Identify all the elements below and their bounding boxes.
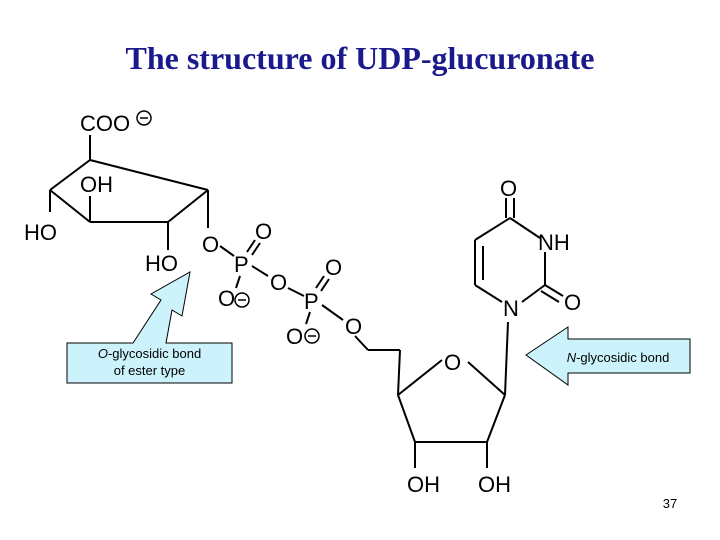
hydroxyl-left-label: HO xyxy=(24,220,57,245)
uracil-nh-label: NH xyxy=(538,230,570,255)
negative-charge-icon xyxy=(305,329,319,343)
n-glycosidic-line1: -glycosidic bond xyxy=(576,350,670,365)
bridge-oxygen-3-label: O xyxy=(345,314,363,339)
uracil-n1-label: N xyxy=(503,296,519,321)
hydroxyl-lower-label: HO xyxy=(145,251,178,276)
n-glycosidic-label xyxy=(548,349,688,366)
phosphate-1-anion-label: O xyxy=(218,286,236,311)
glucuronate-ring xyxy=(50,135,208,250)
carboxylate-label: COO xyxy=(80,111,131,136)
o-glycosidic-label xyxy=(67,345,232,379)
n-glycosidic-prefix: N xyxy=(566,350,577,365)
hydroxyl-upper-label: OH xyxy=(80,172,113,197)
phosphorus-2-label: P xyxy=(304,289,319,314)
page-title: The structure of UDP-glucuronate xyxy=(125,40,595,76)
o-glycosidic-line1: -glycosidic bond xyxy=(107,346,202,361)
negative-charge-icon xyxy=(235,293,249,307)
page-number: 37 xyxy=(662,496,678,511)
bridge-oxygen-2-label: O xyxy=(270,270,288,295)
uracil-c4-oxo-label: O xyxy=(500,176,518,201)
phosphate-2-anion-label: O xyxy=(286,324,304,349)
ribose-ring-oxygen-label: O xyxy=(444,350,462,375)
ribose-ring xyxy=(398,322,508,468)
phosphorus-1-label: P xyxy=(234,252,249,277)
negative-charge-icon xyxy=(137,111,151,125)
o-glycosidic-line2: of ester type xyxy=(113,363,186,378)
phosphate-1-oxo-label: O xyxy=(255,219,273,244)
phosphate-2-oxo-label: O xyxy=(325,255,343,280)
ribose-hydroxyl-left-label: OH xyxy=(407,472,440,497)
ribose-hydroxyl-right-label: OH xyxy=(478,472,511,497)
bridge-oxygen-1-label: O xyxy=(202,232,220,257)
o-glycosidic-prefix: O xyxy=(97,346,108,361)
uracil-c2-oxo-label: O xyxy=(564,290,582,315)
